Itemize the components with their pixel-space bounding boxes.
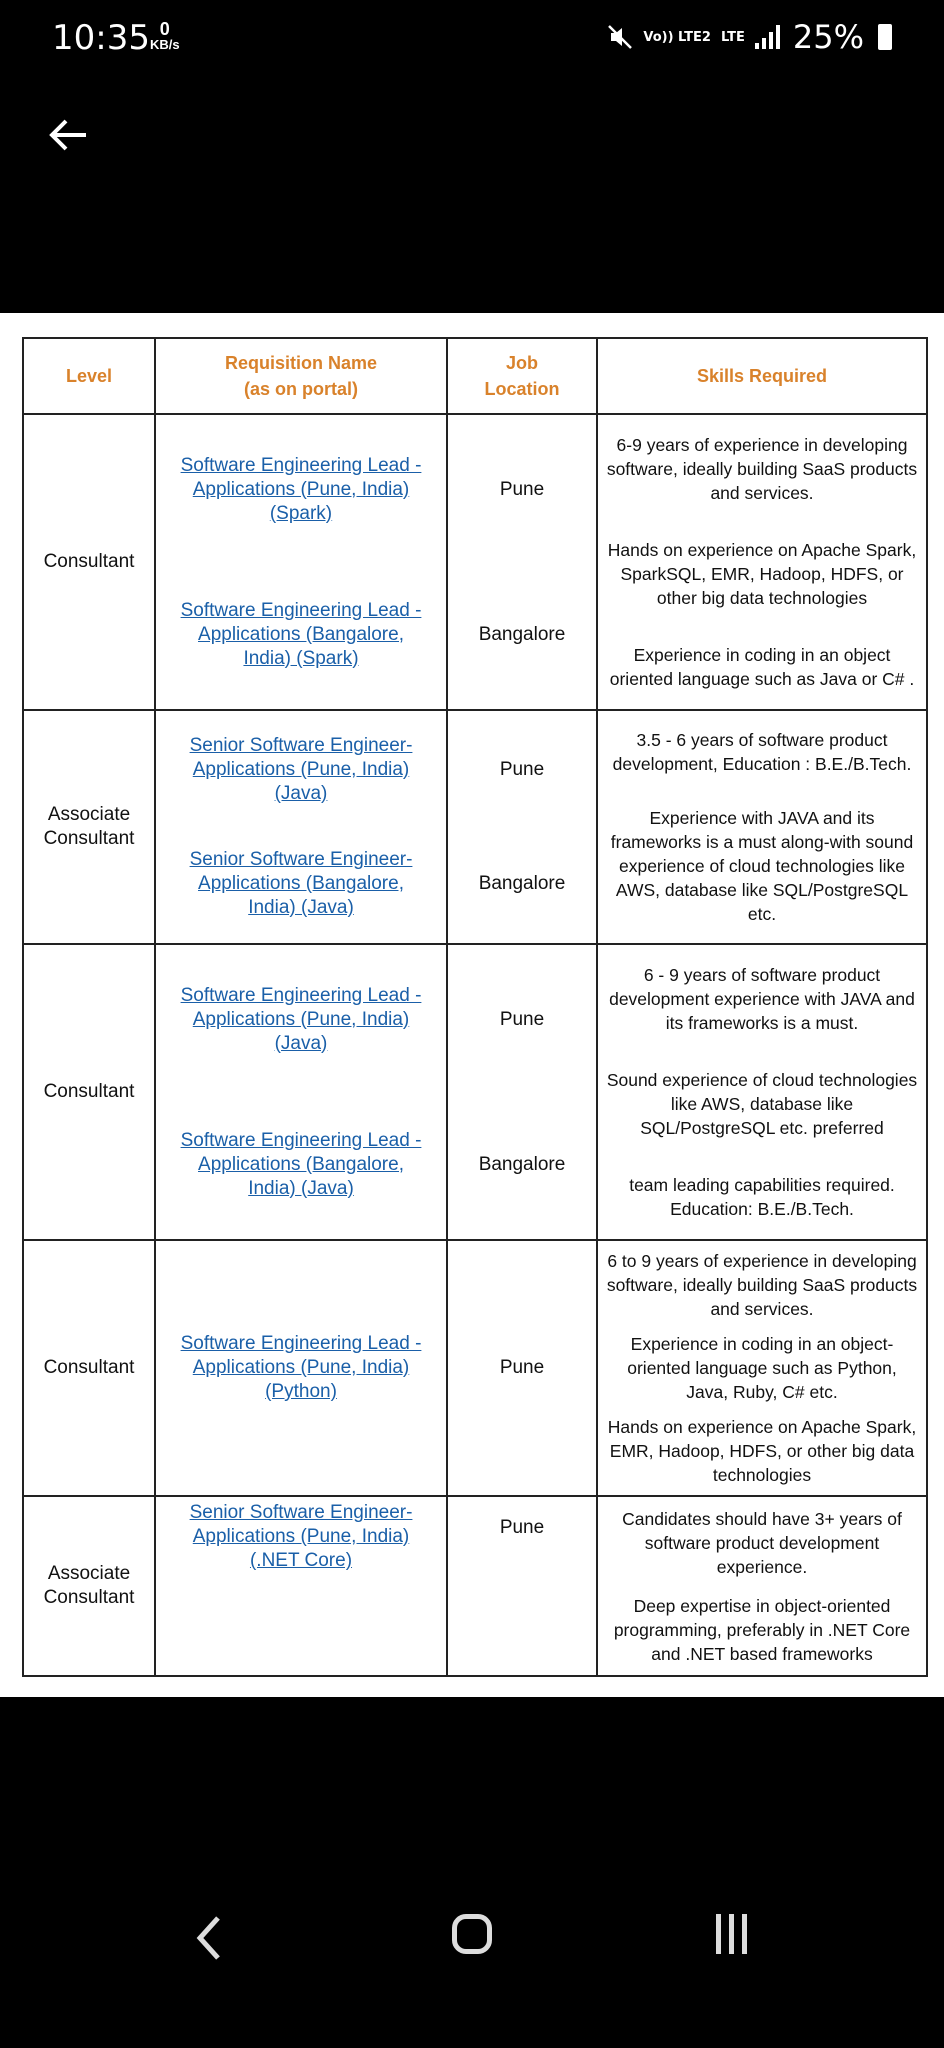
header-location-line2: Location	[484, 379, 560, 399]
job-table-image	[0, 313, 944, 1697]
skill-text: Deep expertise in object-oriented programming, preferably in .NET Core and .NET based frameworks	[613, 1595, 911, 1664]
skill-text: 3.5 - 6 years of software product development, Education : B.E./B.Tech.	[612, 730, 912, 774]
location-cell	[447, 710, 597, 944]
level-cell: Consultant	[23, 414, 155, 710]
skills-cell	[597, 944, 927, 1240]
location-text: Bangalore	[478, 1153, 566, 1175]
skill-text: Hands on experience on Apache Spark, SparkSQL, EMR, Hadoop, HDFS, or other big data technologies	[607, 539, 917, 608]
location-cell	[447, 414, 597, 710]
table-row	[23, 944, 927, 1240]
header-level: Level	[23, 338, 155, 414]
battery-icon	[878, 24, 892, 50]
status-icons	[607, 18, 892, 56]
volte-label: Vo)) LTE2	[643, 29, 711, 45]
table-row	[23, 1240, 927, 1496]
requisition-link[interactable]: Software Engineering Lead - Applications (Bangalore, India) (Java)	[180, 1129, 422, 1199]
location-text: Pune	[499, 1008, 545, 1030]
level-cell: Associate Consultant	[23, 1496, 155, 1676]
requisition-link[interactable]: Software Engineering Lead - Applications (Pune, India) (Python)	[180, 1333, 422, 1402]
requisition-cell	[155, 414, 447, 710]
skills-cell	[597, 710, 927, 944]
header-requisition	[155, 338, 447, 414]
network-speed-value: 0	[159, 19, 170, 39]
location-text: Pune	[499, 1357, 545, 1378]
recent-apps-icon[interactable]	[716, 1914, 747, 1954]
table-row	[23, 414, 927, 710]
skill-text: Experience in coding in an object oriented language such as Java or C# .	[609, 644, 915, 689]
navigation-bar	[0, 1900, 944, 2000]
network-type: LTE	[720, 29, 745, 45]
table-header-row	[23, 338, 927, 414]
requisition-cell	[155, 710, 447, 944]
skill-text: 6 - 9 years of software product development experience with JAVA and its frameworks is a must.	[609, 965, 915, 1034]
skill-text: Experience in coding in an object-oriented language such as Python, Java, Ruby, C# etc.	[627, 1333, 897, 1402]
location-cell	[447, 1496, 597, 1676]
location-cell	[447, 1240, 597, 1496]
battery-percent: 25%	[792, 18, 864, 56]
skill-text: 6 to 9 years of experience in developing software, ideally building SaaS products and services.	[606, 1250, 918, 1319]
job-requisition-table	[22, 337, 928, 1677]
skill-text: Sound experience of cloud technologies like AWS, database like SQL/PostgreSQL etc. preferred	[606, 1069, 918, 1138]
requisition-link[interactable]: Senior Software Engineer- Applications (Pune, India) (Java)	[189, 735, 413, 804]
network-speed-unit: KB/s	[150, 37, 180, 52]
skill-text: 6-9 years of experience in developing software, ideally building SaaS products and services.	[606, 435, 918, 504]
requisition-cell	[155, 944, 447, 1240]
skills-cell	[597, 414, 927, 710]
requisition-link[interactable]: Senior Software Engineer- Applications (Pune, India) (.NET Core)	[189, 1502, 413, 1571]
network-speed	[150, 20, 180, 52]
requisition-link[interactable]: Software Engineering Lead - Applications (Pune, India) (Java)	[180, 984, 422, 1054]
signal-icon	[755, 25, 783, 49]
requisition-cell	[155, 1240, 447, 1496]
location-text: Pune	[499, 1517, 545, 1538]
location-text: Pune	[499, 759, 545, 780]
location-text: Bangalore	[478, 623, 566, 645]
requisition-link[interactable]: Senior Software Engineer- Applications (Bangalore, India) (Java)	[189, 849, 413, 918]
level-cell: Consultant	[23, 1240, 155, 1496]
skills-cell	[597, 1496, 927, 1676]
table-row	[23, 1496, 927, 1676]
requisition-link[interactable]: Software Engineering Lead - Applications (Bangalore, India) (Spark)	[180, 599, 422, 669]
level-cell: Associate Consultant	[23, 710, 155, 944]
back-arrow-icon[interactable]	[44, 110, 94, 160]
requisition-cell	[155, 1496, 447, 1676]
header-requisition-line1: Requisition Name	[224, 353, 378, 373]
header-location	[447, 338, 597, 414]
status-bar	[0, 0, 944, 80]
skill-text: Experience with JAVA and its frameworks is a must along-with sound experience of cloud technologies like AWS, database like SQL/PostgreSQL etc.	[610, 808, 914, 924]
skill-text: Hands on experience on Apache Spark, EMR, Hadoop, HDFS, or other big data technologies	[607, 1417, 917, 1486]
skill-text: Candidates should have 3+ years of software product development experience.	[622, 1508, 902, 1577]
header-skills: Skills Required	[597, 338, 927, 414]
level-cell: Consultant	[23, 944, 155, 1240]
skill-text: team leading capabilities required. Education: B.E./B.Tech.	[629, 1174, 895, 1219]
clock: 10:35	[52, 18, 150, 58]
mute-icon	[607, 24, 633, 50]
chevron-left-icon[interactable]	[188, 1908, 228, 1968]
header-location-line1: Job	[505, 353, 538, 373]
location-text: Bangalore	[478, 873, 566, 894]
requisition-link[interactable]: Software Engineering Lead - Applications (Pune, India) (Spark)	[180, 454, 422, 524]
skills-cell	[597, 1240, 927, 1496]
location-cell	[447, 944, 597, 1240]
home-circle-icon[interactable]	[452, 1914, 492, 1954]
location-text: Pune	[499, 478, 545, 500]
table-row	[23, 710, 927, 944]
header-requisition-line2: (as on portal)	[243, 379, 358, 399]
